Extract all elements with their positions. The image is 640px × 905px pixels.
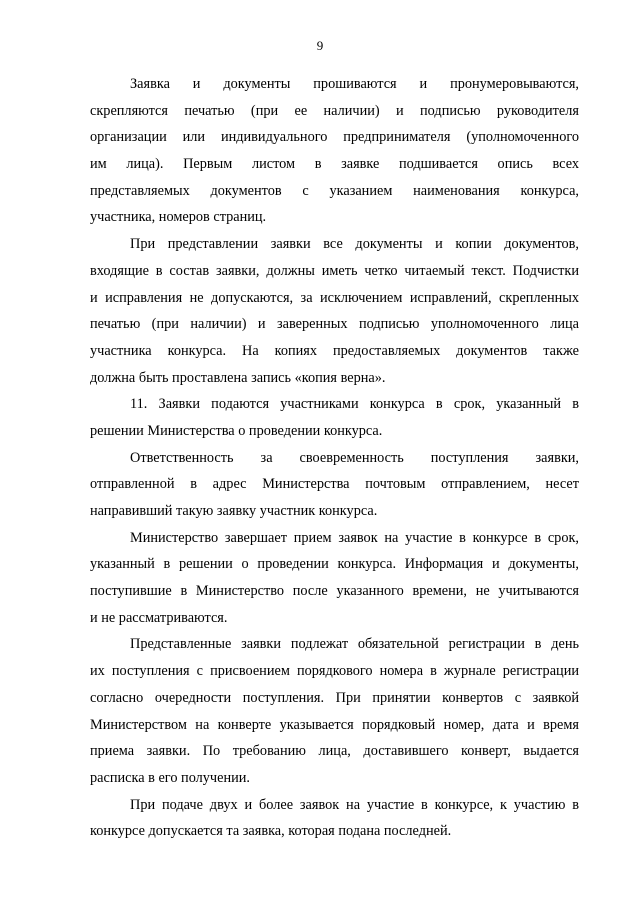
- paragraph: [90, 631, 579, 791]
- text-line: участника конкурса. На копиях предоставляемых документов также: [90, 342, 579, 359]
- text-line: Министерством на конверте указывается порядковый номер, дата и время: [90, 716, 579, 733]
- paragraph: [90, 445, 579, 525]
- text-line: и не рассматриваются.: [90, 609, 228, 626]
- text-line: При подаче двух и более заявок на участие в конкурсе, к участию в: [130, 796, 579, 813]
- text-line: и исправления не допускаются, за исключением исправлений, скрепленных: [90, 289, 579, 306]
- text-line: конкурсе допускается та заявка, которая подана последней.: [90, 823, 452, 840]
- text-line: указанный в решении о проведении конкурса. Информация и документы,: [90, 556, 579, 573]
- paragraph: [90, 231, 579, 391]
- text-line: поступившие в Министерство после указанного времени, не учитываются: [90, 583, 579, 600]
- text-line: приема заявки. По требованию лица, доставившего конверт, выдается: [90, 743, 579, 760]
- document-body: [90, 71, 579, 845]
- text-line: Ответственность за своевременность поступления заявки,: [130, 449, 579, 466]
- text-line: Министерство завершает прием заявок на участие в конкурсе в срок,: [130, 529, 579, 546]
- text-line: направивший такую заявку участник конкурса.: [90, 503, 378, 519]
- text-line: их поступления с присвоением порядкового номера в журнале регистрации: [90, 663, 579, 680]
- text-line: Представленные заявки подлежат обязательной регистрации в день: [130, 636, 579, 653]
- text-line: решении Министерства о проведении конкурса.: [90, 422, 383, 439]
- text-line: При представлении заявки все документы и копии документов,: [130, 236, 579, 253]
- page-number: 9: [316, 38, 324, 53]
- text-line: представляемых документов с указанием наименования конкурса,: [90, 182, 579, 199]
- text-line: согласно очередности поступления. При принятии конвертов с заявкой: [90, 689, 579, 706]
- paragraph: [90, 391, 579, 444]
- text-line: Заявка и документы прошиваются и пронумеровываются,: [130, 76, 579, 92]
- text-line: скрепляются печатью (при ее наличии) и подписью руководителя: [90, 102, 579, 119]
- paragraph: [90, 525, 579, 632]
- text-line: расписка в его получении.: [90, 769, 250, 786]
- text-line: участника, номеров страниц.: [90, 209, 267, 226]
- text-line: 11. Заявки подаются участниками конкурса в срок, указанный в: [130, 396, 579, 413]
- text-line: печатью (при наличии) и заверенных подписью уполномоченного лица: [90, 316, 579, 333]
- paragraph: [90, 71, 579, 231]
- text-line: им лица). Первым листом в заявке подшивается опись всех: [90, 156, 579, 173]
- text-line: организации или индивидуального предпринимателя (уполномоченного: [90, 129, 579, 146]
- text-line: входящие в состав заявки, должны иметь четко читаемый текст. Подчистки: [90, 262, 579, 279]
- text-line: должна быть проставлена запись «копия верна».: [90, 369, 386, 386]
- paragraph: [90, 792, 579, 845]
- text-line: отправленной в адрес Министерства почтовым отправлением, несет: [90, 476, 579, 493]
